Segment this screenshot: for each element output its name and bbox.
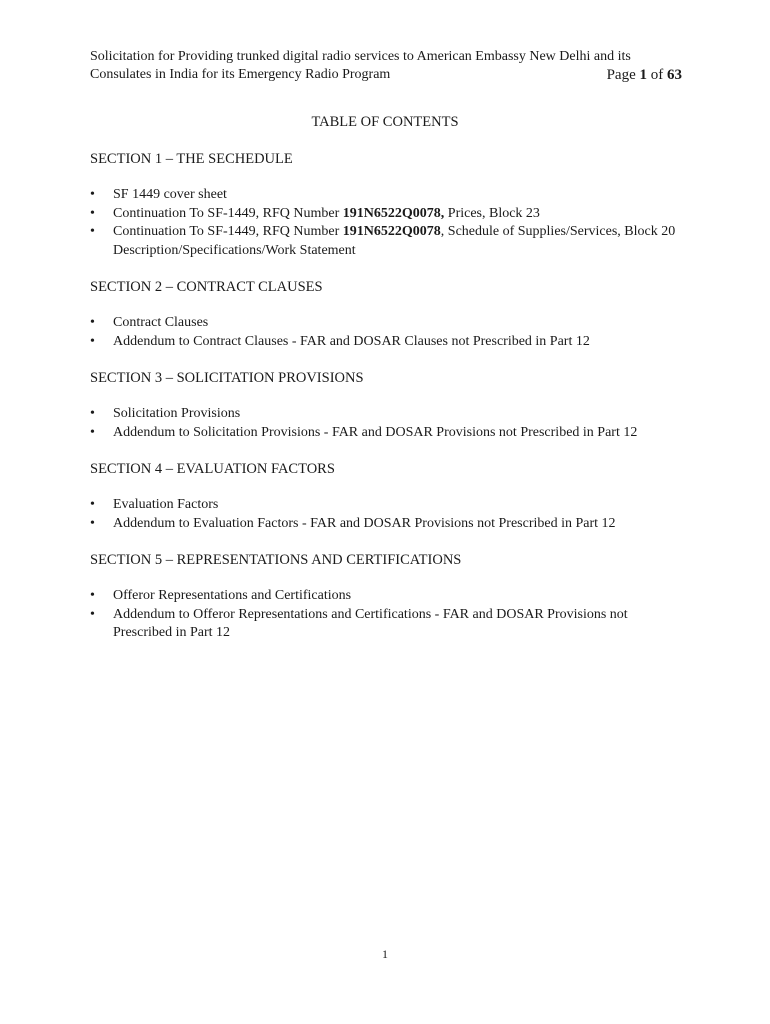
item-text: Offeror Representations and Certifications (113, 588, 352, 603)
list-item (90, 405, 680, 424)
item-text: Addendum to Evaluation Factors - FAR and DOSAR Provisions not Prescribed in Part 12 (113, 515, 616, 531)
list-item (90, 606, 680, 643)
item-text: Solicitation Provisions (113, 406, 241, 421)
header-title-line2: Consulates in India for its Emergency Radio Program (90, 67, 391, 82)
item-text: Evaluation Factors (113, 497, 219, 512)
bullet-icon: • (90, 406, 95, 421)
header-page-indicator (607, 66, 682, 84)
list-item (90, 587, 680, 606)
section-item-list (90, 587, 680, 643)
section-item-list (90, 496, 680, 533)
list-item (90, 424, 680, 443)
item-text-suffix: Prices, Block 23 (444, 205, 540, 221)
list-item (90, 314, 680, 333)
section-heading: SECTION 1 – THE SECHEDULE (90, 151, 293, 167)
bullet-icon: • (90, 315, 95, 330)
bullet-icon: • (90, 224, 95, 239)
page-header (90, 48, 682, 84)
page-current: 1 (639, 67, 647, 83)
bullet-icon: • (90, 606, 95, 622)
section-heading: SECTION 2 – CONTRACT CLAUSES (90, 279, 323, 295)
item-text-suffix: , Schedule of Supplies/Services, Block 20 Description/Specifications/Work Statement (113, 224, 676, 258)
item-text: Addendum to Solicitation Provisions - FAR and DOSAR Provisions not Prescribed in Part 12 (113, 424, 638, 440)
bullet-icon: • (90, 205, 95, 221)
footer-page-number: 1 (382, 947, 388, 961)
toc-content (90, 150, 680, 661)
item-text: Contract Clauses (113, 315, 209, 330)
bullet-icon: • (90, 515, 95, 531)
section-item-list (90, 314, 680, 351)
item-text: Continuation To SF-1449, RFQ Number (113, 205, 343, 221)
header-title-line1: Solicitation for Providing trunked digital radio services to American Embassy New Delhi and its (90, 49, 631, 64)
page-prefix: Page (606, 67, 640, 83)
bullet-icon: • (90, 497, 95, 512)
section-item-list (90, 186, 680, 260)
list-item (90, 333, 680, 352)
list-item (90, 205, 680, 224)
section-heading: SECTION 5 – REPRESENTATIONS AND CERTIFICATIONS (90, 552, 462, 568)
bullet-icon: • (90, 424, 95, 440)
rfq-number: 191N6522Q0078 (342, 224, 441, 239)
item-text: Addendum to Offeror Representations and Certifications - FAR and DOSAR Provisions not Prescribed in Part 12 (113, 606, 628, 640)
toc-title: TABLE OF CONTENTS (311, 114, 459, 130)
bullet-icon: • (90, 588, 95, 603)
section-heading: SECTION 4 – EVALUATION FACTORS (90, 461, 335, 477)
list-item (90, 496, 680, 515)
rfq-number: 191N6522Q0078, (342, 205, 445, 221)
section-item-list (90, 405, 680, 442)
page-total: 63 (667, 67, 682, 83)
page-of: of (647, 67, 667, 83)
bullet-icon: • (90, 333, 95, 349)
item-text: Addendum to Contract Clauses - FAR and DOSAR Clauses not Prescribed in Part 12 (113, 333, 590, 349)
header-row2 (90, 66, 682, 84)
item-text: SF 1449 cover sheet (113, 187, 227, 202)
list-item (90, 223, 680, 260)
section-heading: SECTION 3 – SOLICITATION PROVISIONS (90, 370, 364, 386)
list-item (90, 515, 680, 534)
list-item (90, 186, 680, 205)
bullet-icon: • (90, 187, 95, 202)
item-text: Continuation To SF-1449, RFQ Number (113, 224, 343, 239)
